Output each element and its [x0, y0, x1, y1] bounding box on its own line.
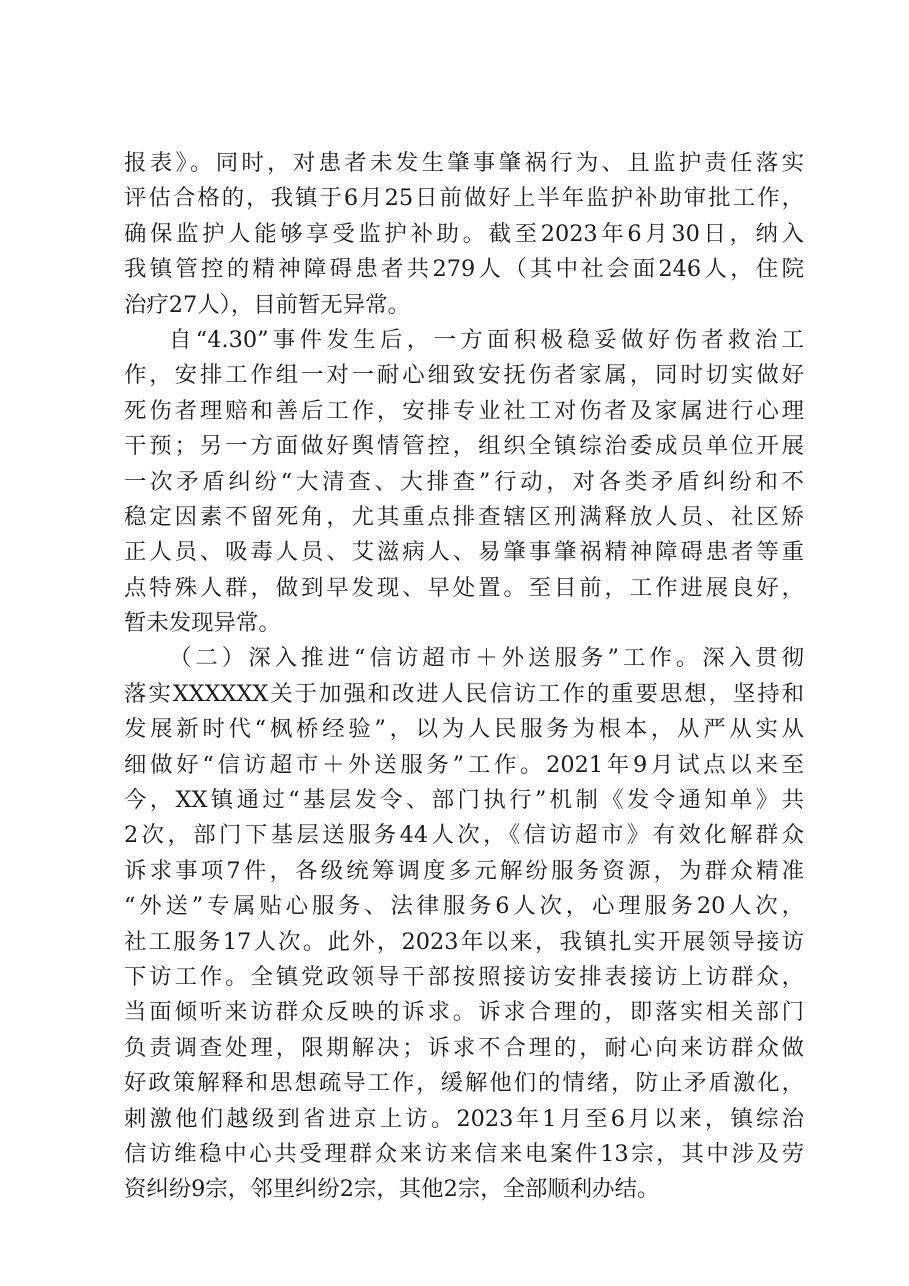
text-line: 信访维稳中心共受理群众来访来信来电案件13宗，其中涉及劳: [124, 1140, 804, 1167]
body-text: [124, 146, 804, 1208]
text-line: 今，XX镇通过“基层发令、部门执行”机制《发令通知单》共: [124, 787, 804, 814]
text-line: 细做好“信访超市＋外送服务”工作。2021年9月试点以来至: [124, 751, 804, 778]
text-line: 干预；另一方面做好舆情管控，组织全镇综治委成员单位开展: [124, 433, 804, 460]
text-line: 报表》。同时，对患者未发生肇事肇祸行为、且监护责任落实: [124, 150, 804, 176]
text-line: 负责调查处理，限期解决；诉求不合理的，耐心向来访群众做: [124, 1034, 804, 1061]
text-line: 社工服务17人次。此外，2023年以来，我镇扎实开展领导接访: [124, 928, 804, 955]
text-line: 我镇管控的精神障碍患者共279人（其中社会面246人，住院: [124, 256, 804, 283]
text-line: 下访工作。全镇党政领导干部按照接访安排表接访上访群众，: [124, 963, 804, 990]
text-line: 好政策解释和思想疏导工作，缓解他们的情绪，防止矛盾激化，: [124, 1070, 804, 1097]
text-line: “外送”专属贴心服务、法律服务6人次，心理服务20人次，: [124, 893, 804, 920]
text-line: 资纠纷9宗，邻里纠纷2宗，其他2宗，全部顺利办结。: [124, 1176, 660, 1203]
paragraph-first-line: 自“4.30”事件发生后，一方面积极稳妥做好伤者救治工: [169, 326, 804, 353]
text-line: 刺激他们越级到省进京上访。2023年1月至6月以来，镇综治: [124, 1105, 804, 1132]
text-line: 诉求事项7件，各级统筹调度多元解纷服务资源，为群众精准: [124, 857, 804, 884]
text-line: 落实XXXXXX关于加强和改进人民信访工作的重要思想，坚持和: [124, 680, 804, 707]
text-line: 死伤者理赔和善后工作，安排专业社工对伤者及家属进行心理: [124, 397, 804, 424]
text-line: 当面倾听来访群众反映的诉求。诉求合理的，即落实相关部门: [124, 999, 804, 1026]
text-line: 点特殊人群，做到早发现、早处置。至目前，工作进展良好，: [124, 574, 804, 601]
text-line: 作，安排工作组一对一耐心细致安抚伤者家属，同时切实做好: [124, 362, 804, 389]
text-line: 稳定因素不留死角，尤其重点排查辖区刑满释放人员、社区矫: [124, 503, 804, 530]
text-line: 暂未发现异常。: [124, 610, 281, 637]
text-line: 治疗27人），目前暂无异常。: [124, 291, 410, 318]
text-line: 正人员、吸毒人员、艾滋病人、易肇事肇祸精神障碍患者等重: [124, 539, 804, 566]
text-line: 评估合格的，我镇于6月25日前做好上半年监护补助审批工作，: [124, 185, 804, 212]
section-heading-line: （二）深入推进“信访超市＋外送服务”工作。深入贯彻: [169, 645, 804, 672]
text-line: 一次矛盾纠纷“大清查、大排查”行动，对各类矛盾纠纷和不: [124, 468, 804, 495]
text-line: 确保监护人能够享受监护补助。截至2023年6月30日，纳入: [124, 220, 804, 247]
text-line: 2次，部门下基层送服务44人次，《信访超市》有效化解群众: [124, 822, 804, 849]
text-line: 发展新时代“枫桥经验”，以为人民服务为根本，从严从实从: [124, 716, 804, 743]
